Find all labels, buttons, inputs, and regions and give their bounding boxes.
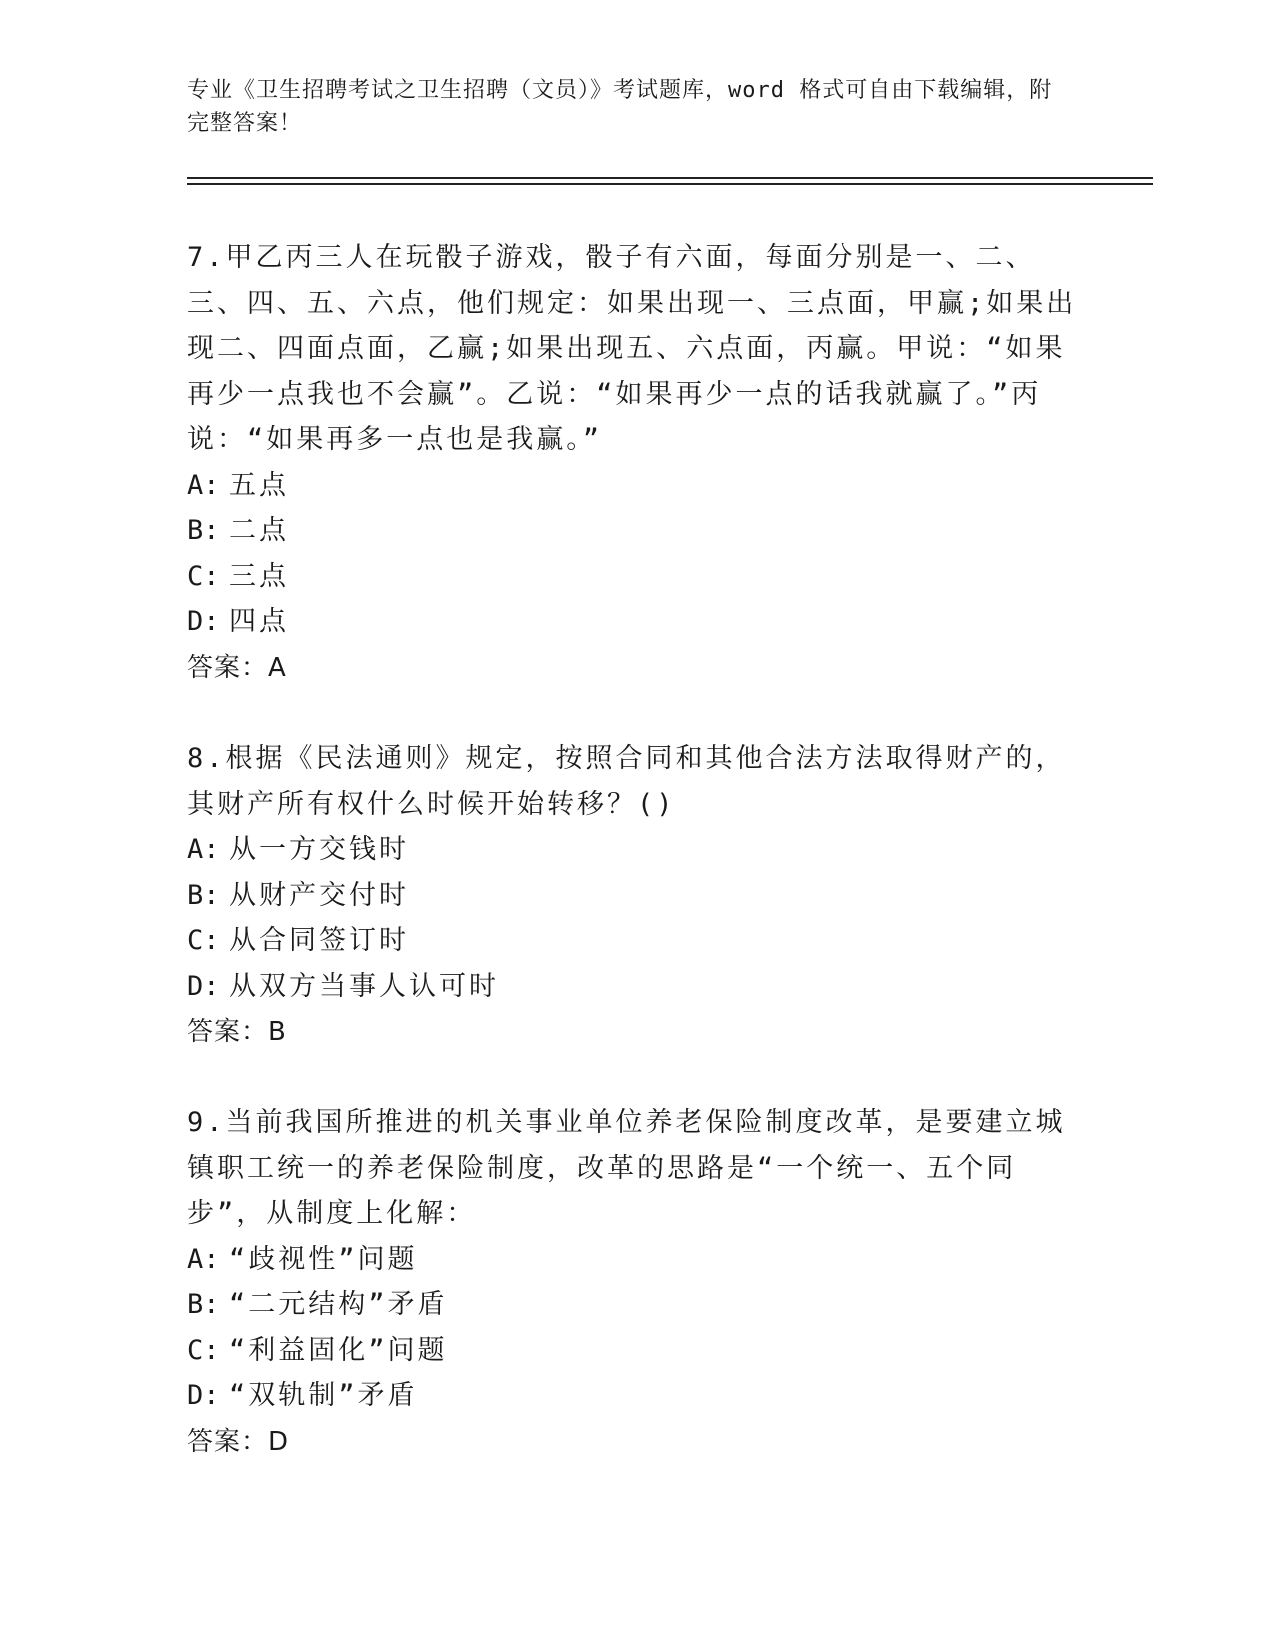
option-b — [187, 1282, 1087, 1328]
option-a — [187, 827, 1087, 873]
option-c — [187, 918, 1087, 964]
option-text: “歧视性”问题 — [229, 1243, 418, 1275]
option-key: A: — [187, 1243, 220, 1275]
option-d — [187, 599, 1087, 645]
option-key: A: — [187, 834, 220, 865]
option-key: B: — [187, 515, 220, 546]
option-b — [187, 873, 1087, 919]
option-d — [187, 964, 1087, 1010]
option-key: C: — [187, 1334, 220, 1366]
option-text: “利益固化”问题 — [229, 1334, 448, 1366]
option-text: 从一方交钱时 — [229, 834, 409, 865]
question-stem: 8.根据《民法通则》规定，按照合同和其他合法方法取得财产的，其财产所有权什么时候开始转移？() — [187, 743, 1066, 820]
header-divider-top — [187, 177, 1153, 179]
answer: 答案：A — [187, 652, 287, 683]
header-divider-bottom — [187, 183, 1153, 185]
option-text: 从合同签订时 — [229, 925, 409, 956]
option-key: D: — [187, 970, 220, 1002]
option-d — [187, 1373, 1087, 1419]
option-text: 从财产交付时 — [229, 879, 409, 911]
option-c — [187, 554, 1087, 600]
question-9 — [187, 1100, 1087, 1465]
option-text: “双轨制”矛盾 — [229, 1380, 418, 1411]
option-text: 二点 — [229, 515, 289, 546]
answer: 答案：B — [187, 1017, 287, 1047]
option-text: 五点 — [229, 469, 289, 501]
question-stem: 9.当前我国所推进的机关事业单位养老保险制度改革，是要建立城镇职工统一的养老保险制度，改革的思路是“一个统一、五个同步”，从制度上化解： — [187, 1107, 1066, 1229]
option-key: A: — [187, 469, 220, 501]
option-text: 从双方当事人认可时 — [229, 970, 499, 1002]
option-text: 四点 — [229, 606, 289, 637]
question-7 — [187, 235, 1087, 691]
option-key: B: — [187, 879, 220, 911]
question-stem: 7.甲乙丙三人在玩骰子游戏，骰子有六面，每面分别是一、二、三、四、五、六点，他们规定：如果出现一、三点面，甲赢;如果出现二、四面点面，乙赢;如果出现五、六点面，丙赢。甲说：“如果再少一点我也不会赢”。乙说：“如果再少一点的话我就赢了。”丙说：“如果再多一点也是我赢。” — [187, 242, 1077, 455]
option-key: D: — [187, 606, 220, 637]
question-8 — [187, 736, 1087, 1055]
answer: 答案：D — [187, 1426, 290, 1457]
option-a — [187, 1237, 1087, 1283]
option-key: B: — [187, 1289, 220, 1320]
option-c — [187, 1328, 1087, 1374]
option-key: C: — [187, 925, 220, 956]
option-key: C: — [187, 560, 220, 592]
option-text: 三点 — [229, 560, 289, 592]
option-key: D: — [187, 1380, 220, 1411]
option-text: “二元结构”矛盾 — [229, 1289, 448, 1320]
option-b — [187, 508, 1087, 554]
document-intro: 专业《卫生招聘考试之卫生招聘（文员）》考试题库，word 格式可自由下载编辑，附完整答案！ — [187, 78, 1053, 136]
option-a — [187, 463, 1087, 509]
